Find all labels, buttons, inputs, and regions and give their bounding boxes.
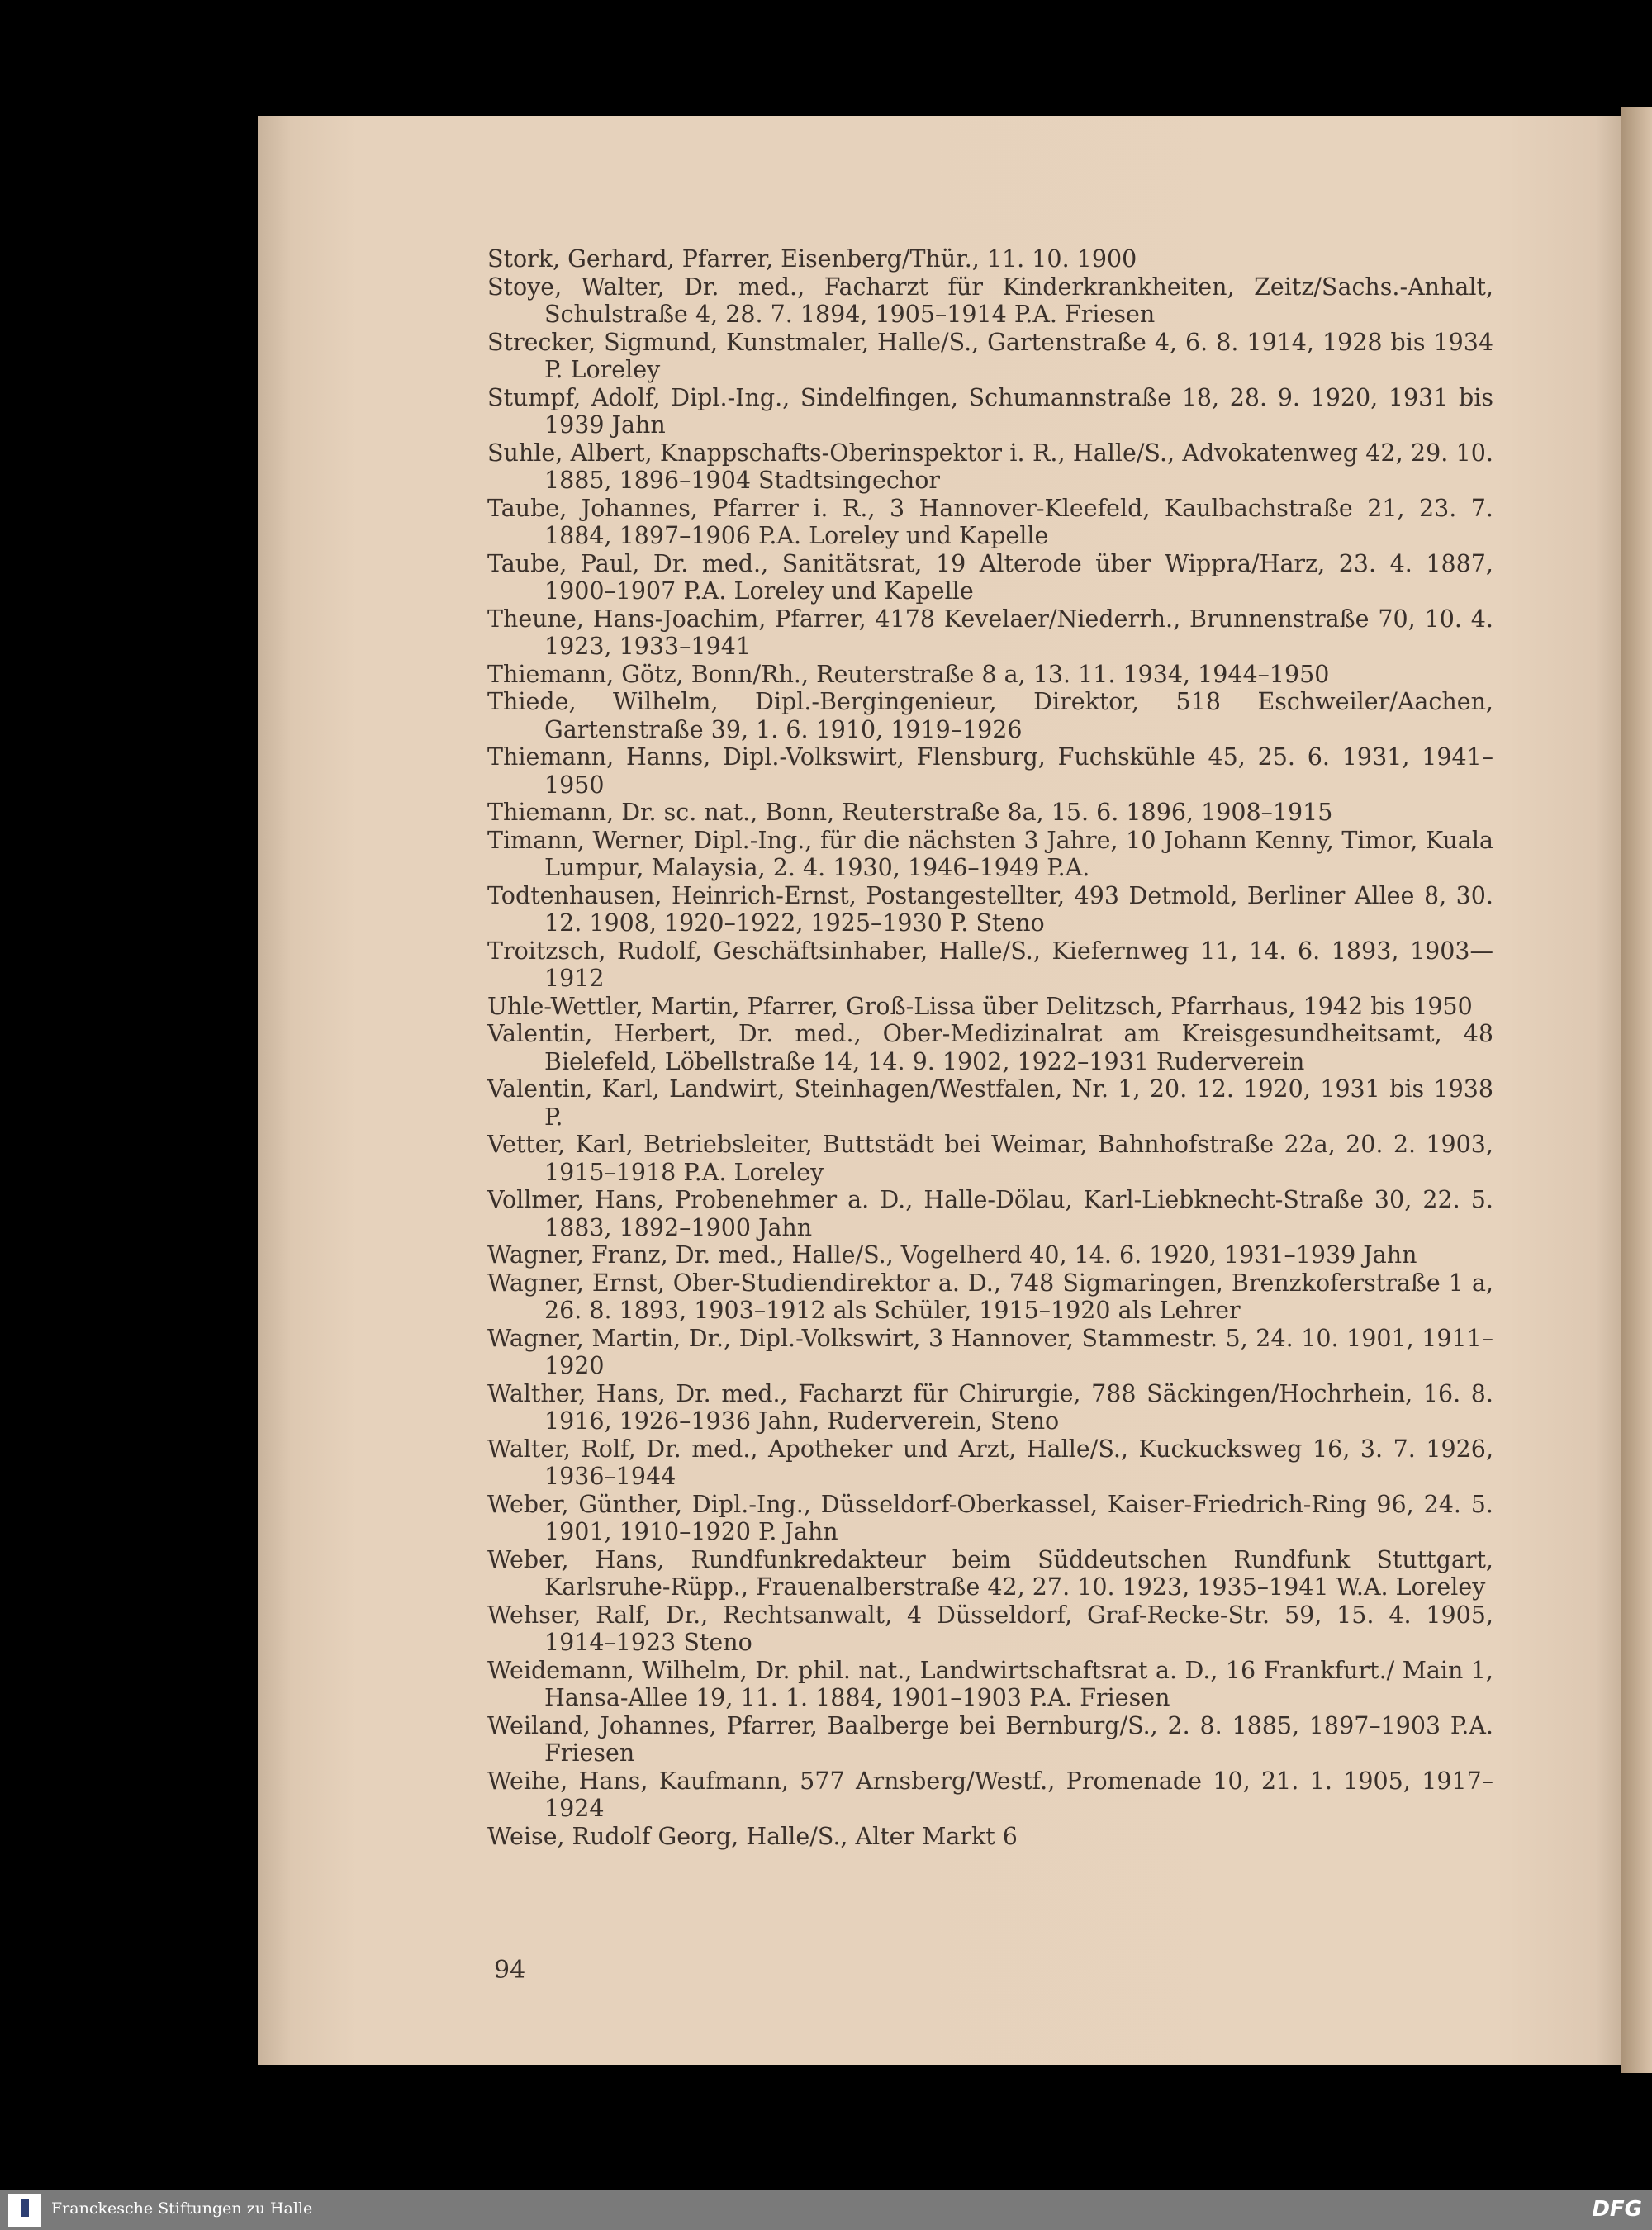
entry: Suhle, Albert, Knappschafts-Oberinspektor i. R., Halle/S., Advokatenweg 42, 29. 10. 1885, 1896–1904 Stadtsingechor: [487, 439, 1493, 494]
entry: Thiemann, Götz, Bonn/Rh., Reuterstraße 8 a, 13. 11. 1934, 1944–1950: [487, 660, 1330, 688]
entry: Valentin, Herbert, Dr. med., Ober-Medizinalrat am Kreisgesundheitsamt, 48 Bielefeld, Löbellstraße 14, 14. 9. 1902, 1922–1931 Ruderverein: [487, 1020, 1493, 1075]
dfg-logo: DFG: [1592, 2197, 1642, 2222]
entry: Wagner, Ernst, Ober-Studiendirektor a. D., 748 Sigmaringen, Brenzkoferstraße 1 a, 26. 8. 1893, 1903–1912 als Schüler, 1915–1920 als Lehrer: [487, 1269, 1493, 1324]
next-page-edge: [1621, 107, 1652, 2073]
entry: Taube, Paul, Dr. med., Sanitätsrat, 19 Alterode über Wippra/Harz, 23. 4. 1887, 1900–1907 P.A. Loreley und Kapelle: [487, 549, 1493, 605]
entry: Wehser, Ralf, Dr., Rechtsanwalt, 4 Düsseldorf, Graf-Recke-Str. 59, 15. 4. 1905, 1914–1923 Steno: [487, 1601, 1493, 1656]
entry: Wagner, Franz, Dr. med., Halle/S., Vogelherd 40, 14. 6. 1920, 1931–1939 Jahn: [487, 1241, 1417, 1269]
entry: Strecker, Sigmund, Kunstmaler, Halle/S., Gartenstraße 4, 6. 8. 1914, 1928 bis 1934 P. Loreley: [487, 328, 1493, 383]
entry: Taube, Johannes, Pfarrer i. R., 3 Hannover-Kleefeld, Kaulbachstraße 21, 23. 7. 1884, 1897–1906 P.A. Loreley und Kapelle: [487, 494, 1493, 549]
entry: Valentin, Karl, Landwirt, Steinhagen/Westfalen, Nr. 1, 20. 12. 1920, 1931 bis 1938 P.: [487, 1075, 1493, 1131]
viewer-footer: [0, 2190, 1652, 2230]
entry: Todtenhausen, Heinrich-Ernst, Postangestellter, 493 Detmold, Berliner Allee 8, 30. 12. 1908, 1920–1922, 1925–1930 P. Steno: [487, 881, 1493, 937]
entry: Vollmer, Hans, Probenehmer a. D., Halle-Dölau, Karl-Liebknecht-Straße 30, 22. 5. 1883, 1892–1900 Jahn: [487, 1186, 1493, 1241]
entry: Weise, Rudolf Georg, Halle/S., Alter Markt 6: [487, 1822, 1018, 1850]
entry: Stork, Gerhard, Pfarrer, Eisenberg/Thür., 11. 10. 1900: [487, 245, 1137, 273]
entry: Weiland, Johannes, Pfarrer, Baalberge bei Bernburg/S., 2. 8. 1885, 1897–1903 P.A. Friesen: [487, 1711, 1493, 1767]
entry-list: [487, 245, 1493, 1850]
entry: Weber, Hans, Rundfunkredakteur beim Süddeutschen Rundfunk Stuttgart, Karlsruhe-Rüpp., Frauenalberstraße 42, 27. 10. 1923, 1935–1941 W.A. Loreley: [487, 1545, 1493, 1601]
entry: Wagner, Martin, Dr., Dipl.-Volkswirt, 3 Hannover, Stammestr. 5, 24. 10. 1901, 1911–1920: [487, 1324, 1493, 1379]
entry: Stoye, Walter, Dr. med., Facharzt für Kinderkrankheiten, Zeitz/Sachs.-Anhalt, Schulstraße 4, 28. 7. 1894, 1905–1914 P.A. Friesen: [487, 273, 1493, 328]
entry: Thiemann, Dr. sc. nat., Bonn, Reuterstraße 8a, 15. 6. 1896, 1908–1915: [487, 799, 1333, 826]
entry: Theune, Hans-Joachim, Pfarrer, 4178 Kevelaer/Niederrh., Brunnenstraße 70, 10. 4. 1923, 1933–1941: [487, 605, 1493, 660]
entry: Walther, Hans, Dr. med., Facharzt für Chirurgie, 788 Säckingen/Hochrhein, 16. 8. 1916, 1926–1936 Jahn, Ruderverein, Steno: [487, 1379, 1493, 1435]
entry: Vetter, Karl, Betriebsleiter, Buttstädt bei Weimar, Bahnhofstraße 22a, 20. 2. 1903, 1915–1918 P.A. Loreley: [487, 1131, 1493, 1186]
institution-name: Franckesche Stiftungen zu Halle: [51, 2199, 313, 2218]
page-number: 94: [494, 1956, 526, 1985]
entry: Uhle-Wettler, Martin, Pfarrer, Groß-Lissa über Delitzsch, Pfarrhaus, 1942 bis 1950: [487, 992, 1473, 1020]
entry: Troitzsch, Rudolf, Geschäftsinhaber, Halle/S., Kiefernweg 11, 14. 6. 1893, 1903—1912: [487, 937, 1493, 992]
entry: Weber, Günther, Dipl.-Ing., Düsseldorf-Oberkassel, Kaiser-Friedrich-Ring 96, 24. 5. 1901, 1910–1920 P. Jahn: [487, 1490, 1493, 1545]
entry: Weidemann, Wilhelm, Dr. phil. nat., Landwirtschaftsrat a. D., 16 Frankfurt./ Main 1, Hansa-Allee 19, 11. 1. 1884, 1901–1903 P.A. Friesen: [487, 1656, 1493, 1711]
entry: Weihe, Hans, Kaufmann, 577 Arnsberg/Westf., Promenade 10, 21. 1. 1905, 1917–1924: [487, 1767, 1493, 1822]
entry: Thiemann, Hanns, Dipl.-Volkswirt, Flensburg, Fuchskühle 45, 25. 6. 1931, 1941–1950: [487, 743, 1493, 799]
entry: Timann, Werner, Dipl.-Ing., für die nächsten 3 Jahre, 10 Johann Kenny, Timor, Kuala Lumpur, Malaysia, 2. 4. 1930, 1946–1949 P.A.: [487, 826, 1493, 881]
entry: Walter, Rolf, Dr. med., Apotheker und Arzt, Halle/S., Kuckucksweg 16, 3. 7. 1926, 1936–1944: [487, 1435, 1493, 1490]
entry: Stumpf, Adolf, Dipl.-Ing., Sindelfingen, Schumannstraße 18, 28. 9. 1920, 1931 bis 1939 Jahn: [487, 383, 1493, 439]
institution-logo-icon: [8, 2194, 41, 2227]
entry: Thiede, Wilhelm, Dipl.-Bergingenieur, Direktor, 518 Eschweiler/Aachen, Gartenstraße 39, 1. 6. 1910, 1919–1926: [487, 688, 1493, 743]
